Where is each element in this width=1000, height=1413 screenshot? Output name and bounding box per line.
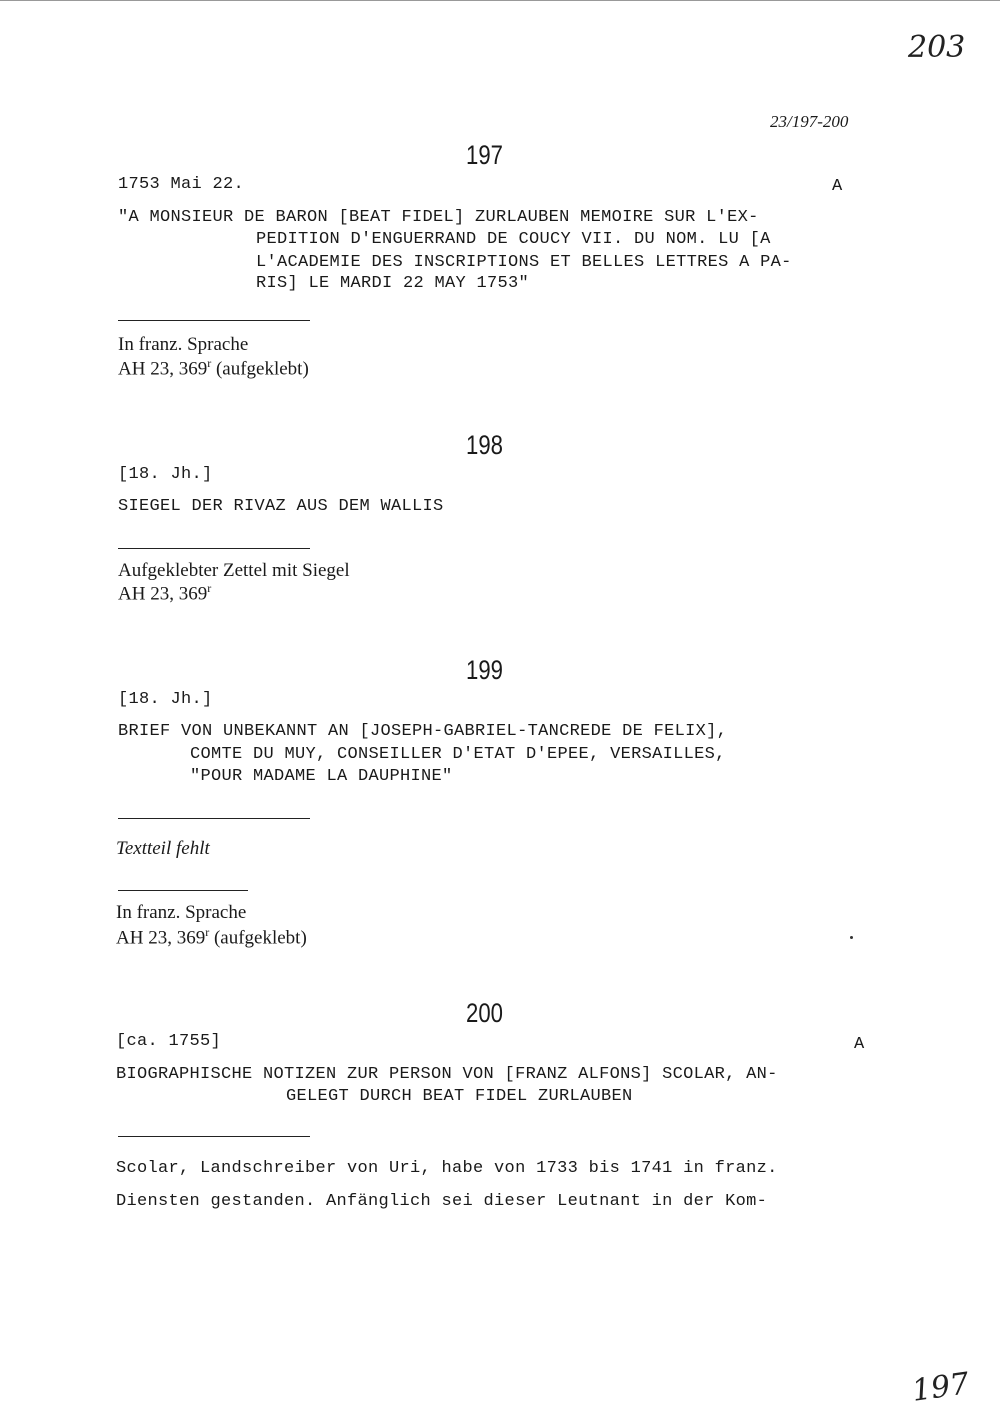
entry-199-text-missing: Textteil fehlt <box>116 838 210 859</box>
entry-199-divider-2 <box>118 890 248 891</box>
entry-197-title-line-4: RIS] LE MARDI 22 MAY 1753" <box>256 274 530 293</box>
entry-197-marker: A <box>832 177 843 196</box>
entry-197-title-line-3: L'ACADEMIE DES INSCRIPTIONS ET BELLES LETTRES A PA- <box>256 253 792 272</box>
entry-200-divider <box>118 1136 310 1137</box>
entry-197-note-language: In franz. Sprache <box>118 334 249 355</box>
entry-199-title-line-3: "POUR MADAME LA DAUPHINE" <box>190 767 453 786</box>
entry-200-body-line-1: Scolar, Landschreiber von Uri, habe von 1733 bis 1741 in franz. <box>116 1159 778 1178</box>
entry-199-divider-1 <box>118 818 310 819</box>
entry-197-note-source: AH 23, 369$^r$ (aufgeklebt) <box>118 356 309 380</box>
entry-197-divider <box>118 320 310 321</box>
entry-199-date: [18. Jh.] <box>118 690 213 709</box>
handwritten-page-number: 203 <box>908 30 966 65</box>
speck-mark <box>850 936 853 939</box>
reference-number: 23/197-200 <box>770 112 849 131</box>
entry-200-number: 200 <box>466 998 503 1028</box>
entry-198-date: [18. Jh.] <box>118 465 213 484</box>
entry-197-title-line-2: PEDITION D'ENGUERRAND DE COUCY VII. DU NOM. LU [A <box>256 230 771 249</box>
entry-198-number: 198 <box>466 430 503 460</box>
entry-199-title-line-2: COMTE DU MUY, CONSEILLER D'ETAT D'EPEE, VERSAILLES, <box>190 745 726 764</box>
entry-200-body-line-2: Diensten gestanden. Anfänglich sei dieser Leutnant in der Kom- <box>116 1192 768 1211</box>
entry-197-title-line-1: "A MONSIEUR DE BARON [BEAT FIDEL] ZURLAUBEN MEMOIRE SUR L'EX- <box>118 208 759 227</box>
entry-198-divider <box>118 548 310 549</box>
entry-199-note-source: AH 23, 369$^r$ (aufgeklebt) <box>116 925 307 949</box>
entry-199-number: 199 <box>466 655 503 685</box>
entry-198-note-source: AH 23, 369$^r$ <box>118 581 212 605</box>
entry-198-note-text: Aufgeklebter Zettel mit Siegel <box>118 560 350 581</box>
entry-200-date: [ca. 1755] <box>116 1032 222 1051</box>
top-edge-line <box>0 0 1000 1</box>
entry-197-number: 197 <box>466 140 503 170</box>
entry-197-date: 1753 Mai 22. <box>118 175 245 194</box>
entry-198-title: SIEGEL DER RIVAZ AUS DEM WALLIS <box>118 497 444 516</box>
entry-200-marker: A <box>854 1035 865 1054</box>
entry-200-title-line-2: GELEGT DURCH BEAT FIDEL ZURLAUBEN <box>286 1087 633 1106</box>
entry-199-title-line-1: BRIEF VON UNBEKANNT AN [JOSEPH-GABRIEL-TANCREDE DE FELIX], <box>118 722 728 741</box>
entry-200-title-line-1: BIOGRAPHISCHE NOTIZEN ZUR PERSON VON [FRANZ ALFONS] SCOLAR, AN- <box>116 1065 778 1084</box>
handwritten-footer-number: 197 <box>909 1366 972 1409</box>
entry-199-note-language: In franz. Sprache <box>116 902 247 923</box>
